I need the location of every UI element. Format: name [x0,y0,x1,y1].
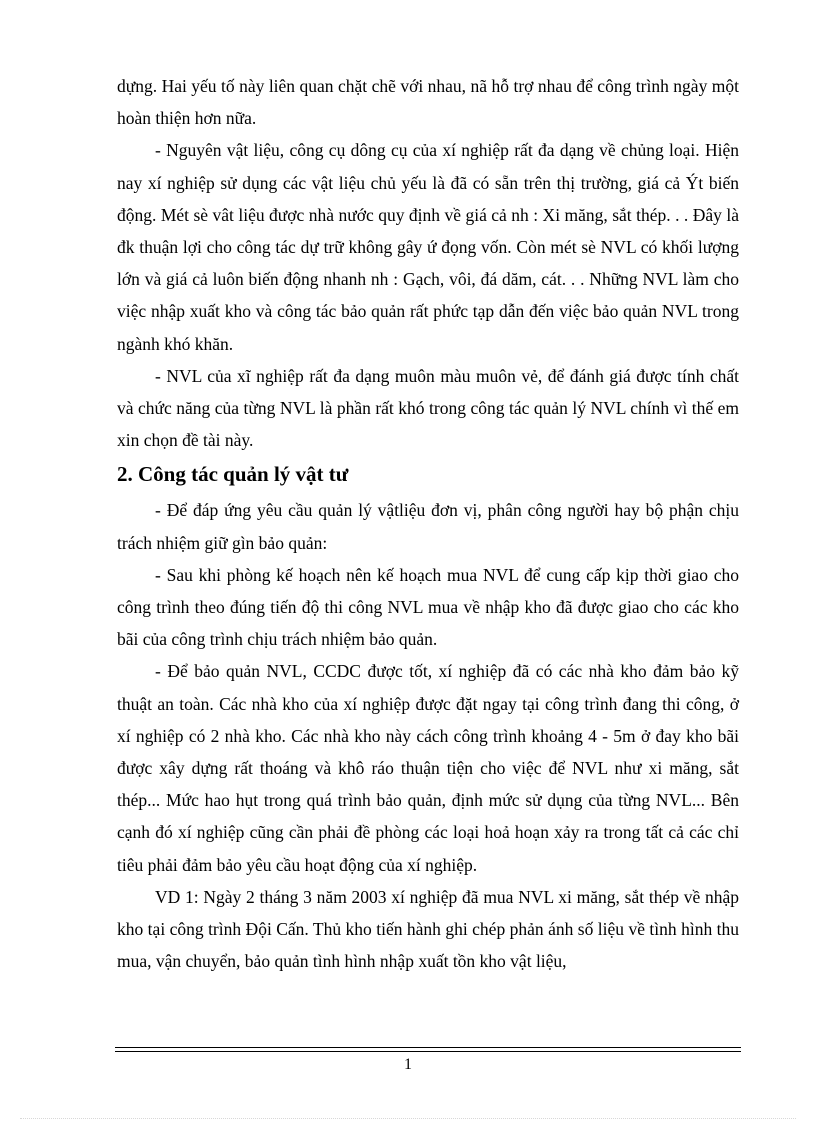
document-page [117,70,739,977]
paragraph-continuation: dựng. Hai yếu tố này liên quan chặt chẽ với nhau, nã hỗ trợ nhau để công trình ngày một hoàn thiện hơn nữa. [117,76,739,129]
section-heading: 2. Công tác quản lý vật tư [117,462,349,487]
paragraph-topic-choice: - NVL của xĩ nghiệp rất đa dạng muôn màu muôn vẻ, để đánh giá được tính chất và chức năng của từng NVL là phần rất khó trong công tác quản lý NVL chính vì thế em xin chọn đề tài này. [117,365,739,451]
page-bottom-edge [20,1118,796,1119]
paragraph-purchase-plan: - Sau khi phòng kế hoạch nên kế hoạch mua NVL để cung cấp kịp thời giao cho công trình theo đúng tiến độ thi công NVL mua về nhập kho đã được giao cho các kho bãi của công trình chịu trách nhiệm bảo quản. [117,564,739,650]
paragraph-example-1: VD 1: Ngày 2 tháng 3 năm 2003 xí nghiệp đã mua NVL xi măng, sắt thép về nhập kho tại công trình Đội Cấn. Thủ kho tiến hành ghi chép phản ánh số liệu về tình hình thu mua, vận chuyển, bảo quản tình hình nhập xuất tồn kho vật liệu, [117,886,739,972]
paragraph-materials-diversity: - Nguyên vật liệu, công cụ dông cụ của xí nghiệp rất đa dạng về chủng loại. Hiện nay xí nghiệp sử dụng các vật liệu chủ yếu là đã có sẵn trên thị trường, giá cả Ýt biến động. Mét sè vât liệu được nhà nước quy định về giá cả nh : Xi măng, sắt thép. . . Đây là đk thuận lợi cho công tác dự trữ không gây ứ đọng vốn. Còn mét sè NVL có khối lượng lớn và giá cả luôn biến động nhanh nh : Gạch, vôi, đá dăm, cát. . . Những NVL làm cho việc nhập xuất kho và công tác bảo quản rất phức tạp dẫn đến việc bảo quản NVL trong ngành khó khăn. [117,140,739,354]
paragraph-management-requirement: - Để đáp ứng yêu cầu quản lý vậtliệu đơn vị, phân công người hay bộ phận chịu trách nhiệm giữ gìn bảo quản: [117,500,739,553]
page-number: 1 [404,1056,412,1073]
footer-divider [115,1047,741,1052]
paragraph-warehouse-storage: - Để bảo quản NVL, CCDC được tốt, xí nghiệp đã có các nhà kho đảm bảo kỹ thuật an toàn. Các nhà kho của xí nghiệp được đặt ngay tại công trình đang thi công, ở xí nghiệp có 2 nhà kho. Các nhà kho này cách công trình khoảng 4 - 5m ở đay kho bãi được xây dựng rất thoáng và khô ráo thuận tiện cho việc để NVL như xi măng, sắt thép... Mức hao hụt trong quá trình bảo quản, định mức sử dụng của từng NVL... Bên cạnh đó xí nghiệp cũng cần phải đề phòng các loại hoả hoạn xảy ra trong tất cả các chỉ tiêu phải đảm bảo yêu cầu hoạt động của xí nghiệp. [117,661,739,875]
